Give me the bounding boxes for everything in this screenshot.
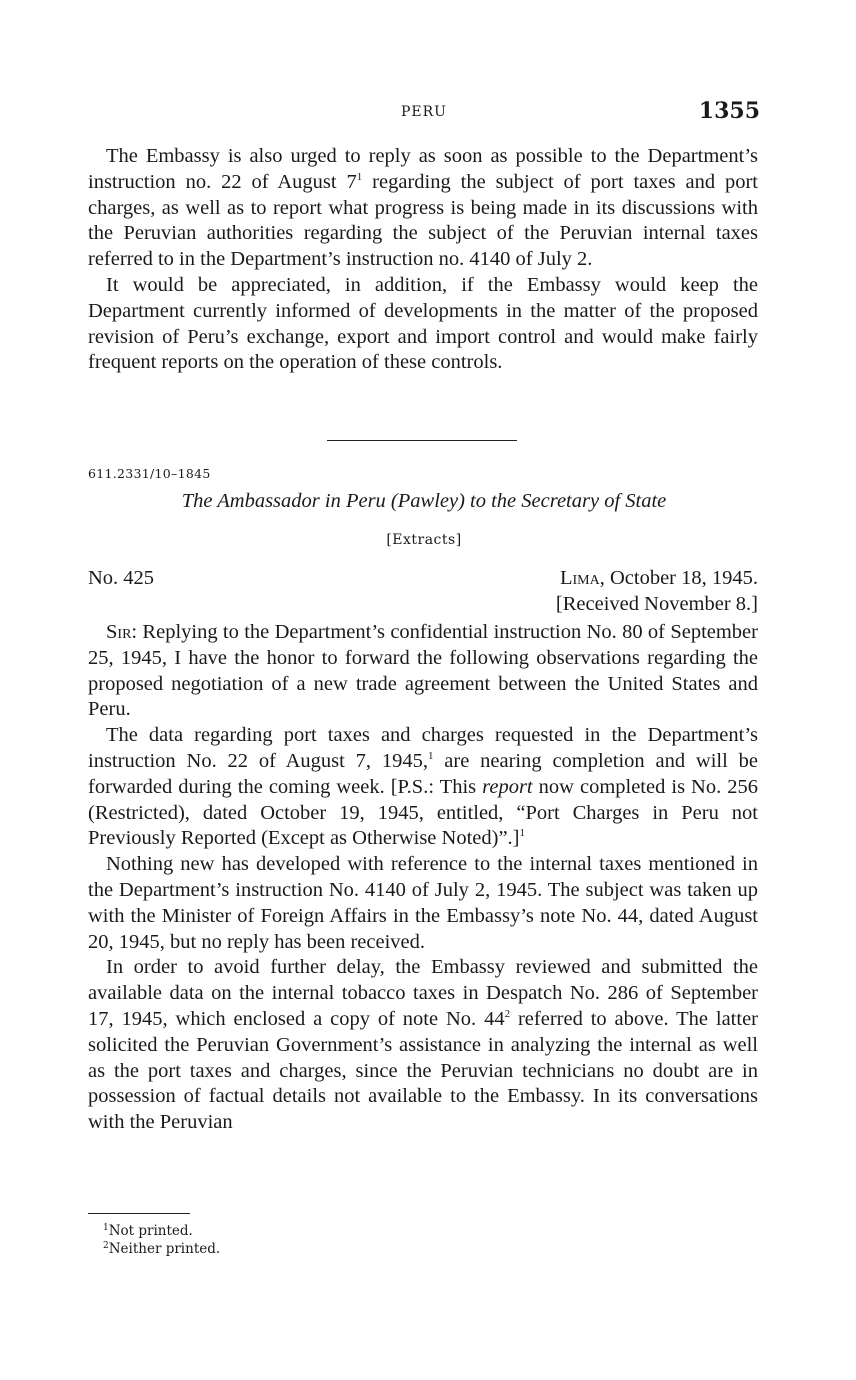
footnote-text: Not printed. — [108, 1223, 193, 1239]
letter-p2-text-b: are nearing completion and will be forwarded during the coming week. [P.S.: This — [88, 749, 758, 798]
letter-text — [88, 620, 758, 1136]
footnote-mark: 2 — [103, 1241, 109, 1251]
letter-p2-italic: report — [482, 775, 533, 798]
footnote-1 — [103, 1222, 220, 1240]
title-name: Pawley — [397, 490, 459, 512]
footnote-ref: 2 — [504, 1007, 511, 1020]
section-divider — [327, 440, 517, 441]
footnote-divider — [88, 1213, 190, 1214]
footnote-ref: 1 — [356, 170, 363, 183]
place-name: Lima — [559, 567, 600, 589]
received-date: [Received November 8.] — [555, 593, 758, 615]
footnote-ref: 1 — [427, 749, 434, 762]
footnotes — [103, 1222, 220, 1258]
footnote-ref: 1 — [519, 827, 526, 840]
letter-paragraph-1 — [88, 620, 758, 723]
title-part-b: ) to the Secretary of State — [458, 490, 667, 512]
title-part-a: The Ambassador in Peru ( — [181, 490, 398, 512]
letter-paragraph-3: Nothing new has developed with reference to the internal taxes mentioned in the Department’s instruction No. 4140 of July 2, 1945. The subject was taken up with the Minister of Foreign Affairs in the Embassy’s note No. 44, dated August 20, 1945, but no reply has been received. — [88, 853, 758, 953]
letter-p4-text-a: In order to avoid further delay, the Embassy reviewed and submitted the available data on the internal tobacco taxes in Despatch No. 286 of September 17, 1945, which enclosed a copy of note No. 44 — [88, 956, 758, 1030]
despatch-number: No. 425 — [88, 567, 155, 589]
document-title — [88, 490, 760, 513]
letter-paragraph-2 — [88, 723, 758, 852]
intro-paragraph-1 — [88, 144, 758, 273]
intro-paragraph-2: It would be appreciated, in addition, if the Embassy would keep the Department currently informed of developments in the matter of the proposed revision of Peru’s exchange, export and import control and would make fairly frequent reports on the operation of these controls. — [88, 273, 758, 374]
running-head: PERU — [401, 104, 447, 120]
page-header — [88, 98, 760, 128]
intro-p1-text-b: regarding the subject of port taxes and port charges, as well as to report what progress is being made in its discussions with the Peruvian authorities regarding the subject of the Peruvian internal taxes referred to in the Department’s instruction no. 4140 of July 2. — [88, 170, 759, 271]
file-number: 611.2331/10–1845 — [88, 466, 211, 481]
footnote-text: Neither printed. — [108, 1241, 221, 1257]
intro-p1-text-a: The Embassy is also urged to reply as soon as possible to the Department’s instruction no. 22 of August 7 — [88, 145, 758, 193]
letter-date: , October 18, 1945. — [599, 567, 758, 589]
letter-paragraph-4 — [88, 955, 758, 1136]
letter-p1-text: : Replying to the Department’s confidential instruction No. 80 of September 25, 1945, I have the honor to forward the following observations regarding the proposed negotiation of a new trade agreement between the United States and Peru. — [88, 621, 758, 721]
letter-p2-text-c: now completed is No. 256 (Restricted), dated October 19, 1945, entitled, “Port Charges in Peru not Previously Reported (Except as Otherwise Noted)”.] — [88, 775, 758, 850]
dateline — [88, 566, 758, 620]
place-date — [560, 566, 758, 592]
salutation: Sir — [106, 621, 132, 643]
footnote-mark: 1 — [103, 1223, 109, 1233]
extracts-label: [Extracts] — [386, 532, 462, 548]
page-number: 1355 — [698, 98, 760, 124]
letter-p4-text-b: referred to above. The latter solicited the Peruvian Government’s assistance in analyzing the internal as well as the port taxes and charges, since the Peruvian technicians no doubt are in possession of factual details not available to the Embassy. In its conversations with the Peruvian — [88, 1007, 759, 1134]
footnote-2 — [103, 1240, 220, 1258]
letter-p2-text-a: The data regarding port taxes and charges requested in the Department’s instruction No. 22 of August 7, 1945, — [88, 724, 758, 772]
intro-text — [88, 144, 758, 376]
